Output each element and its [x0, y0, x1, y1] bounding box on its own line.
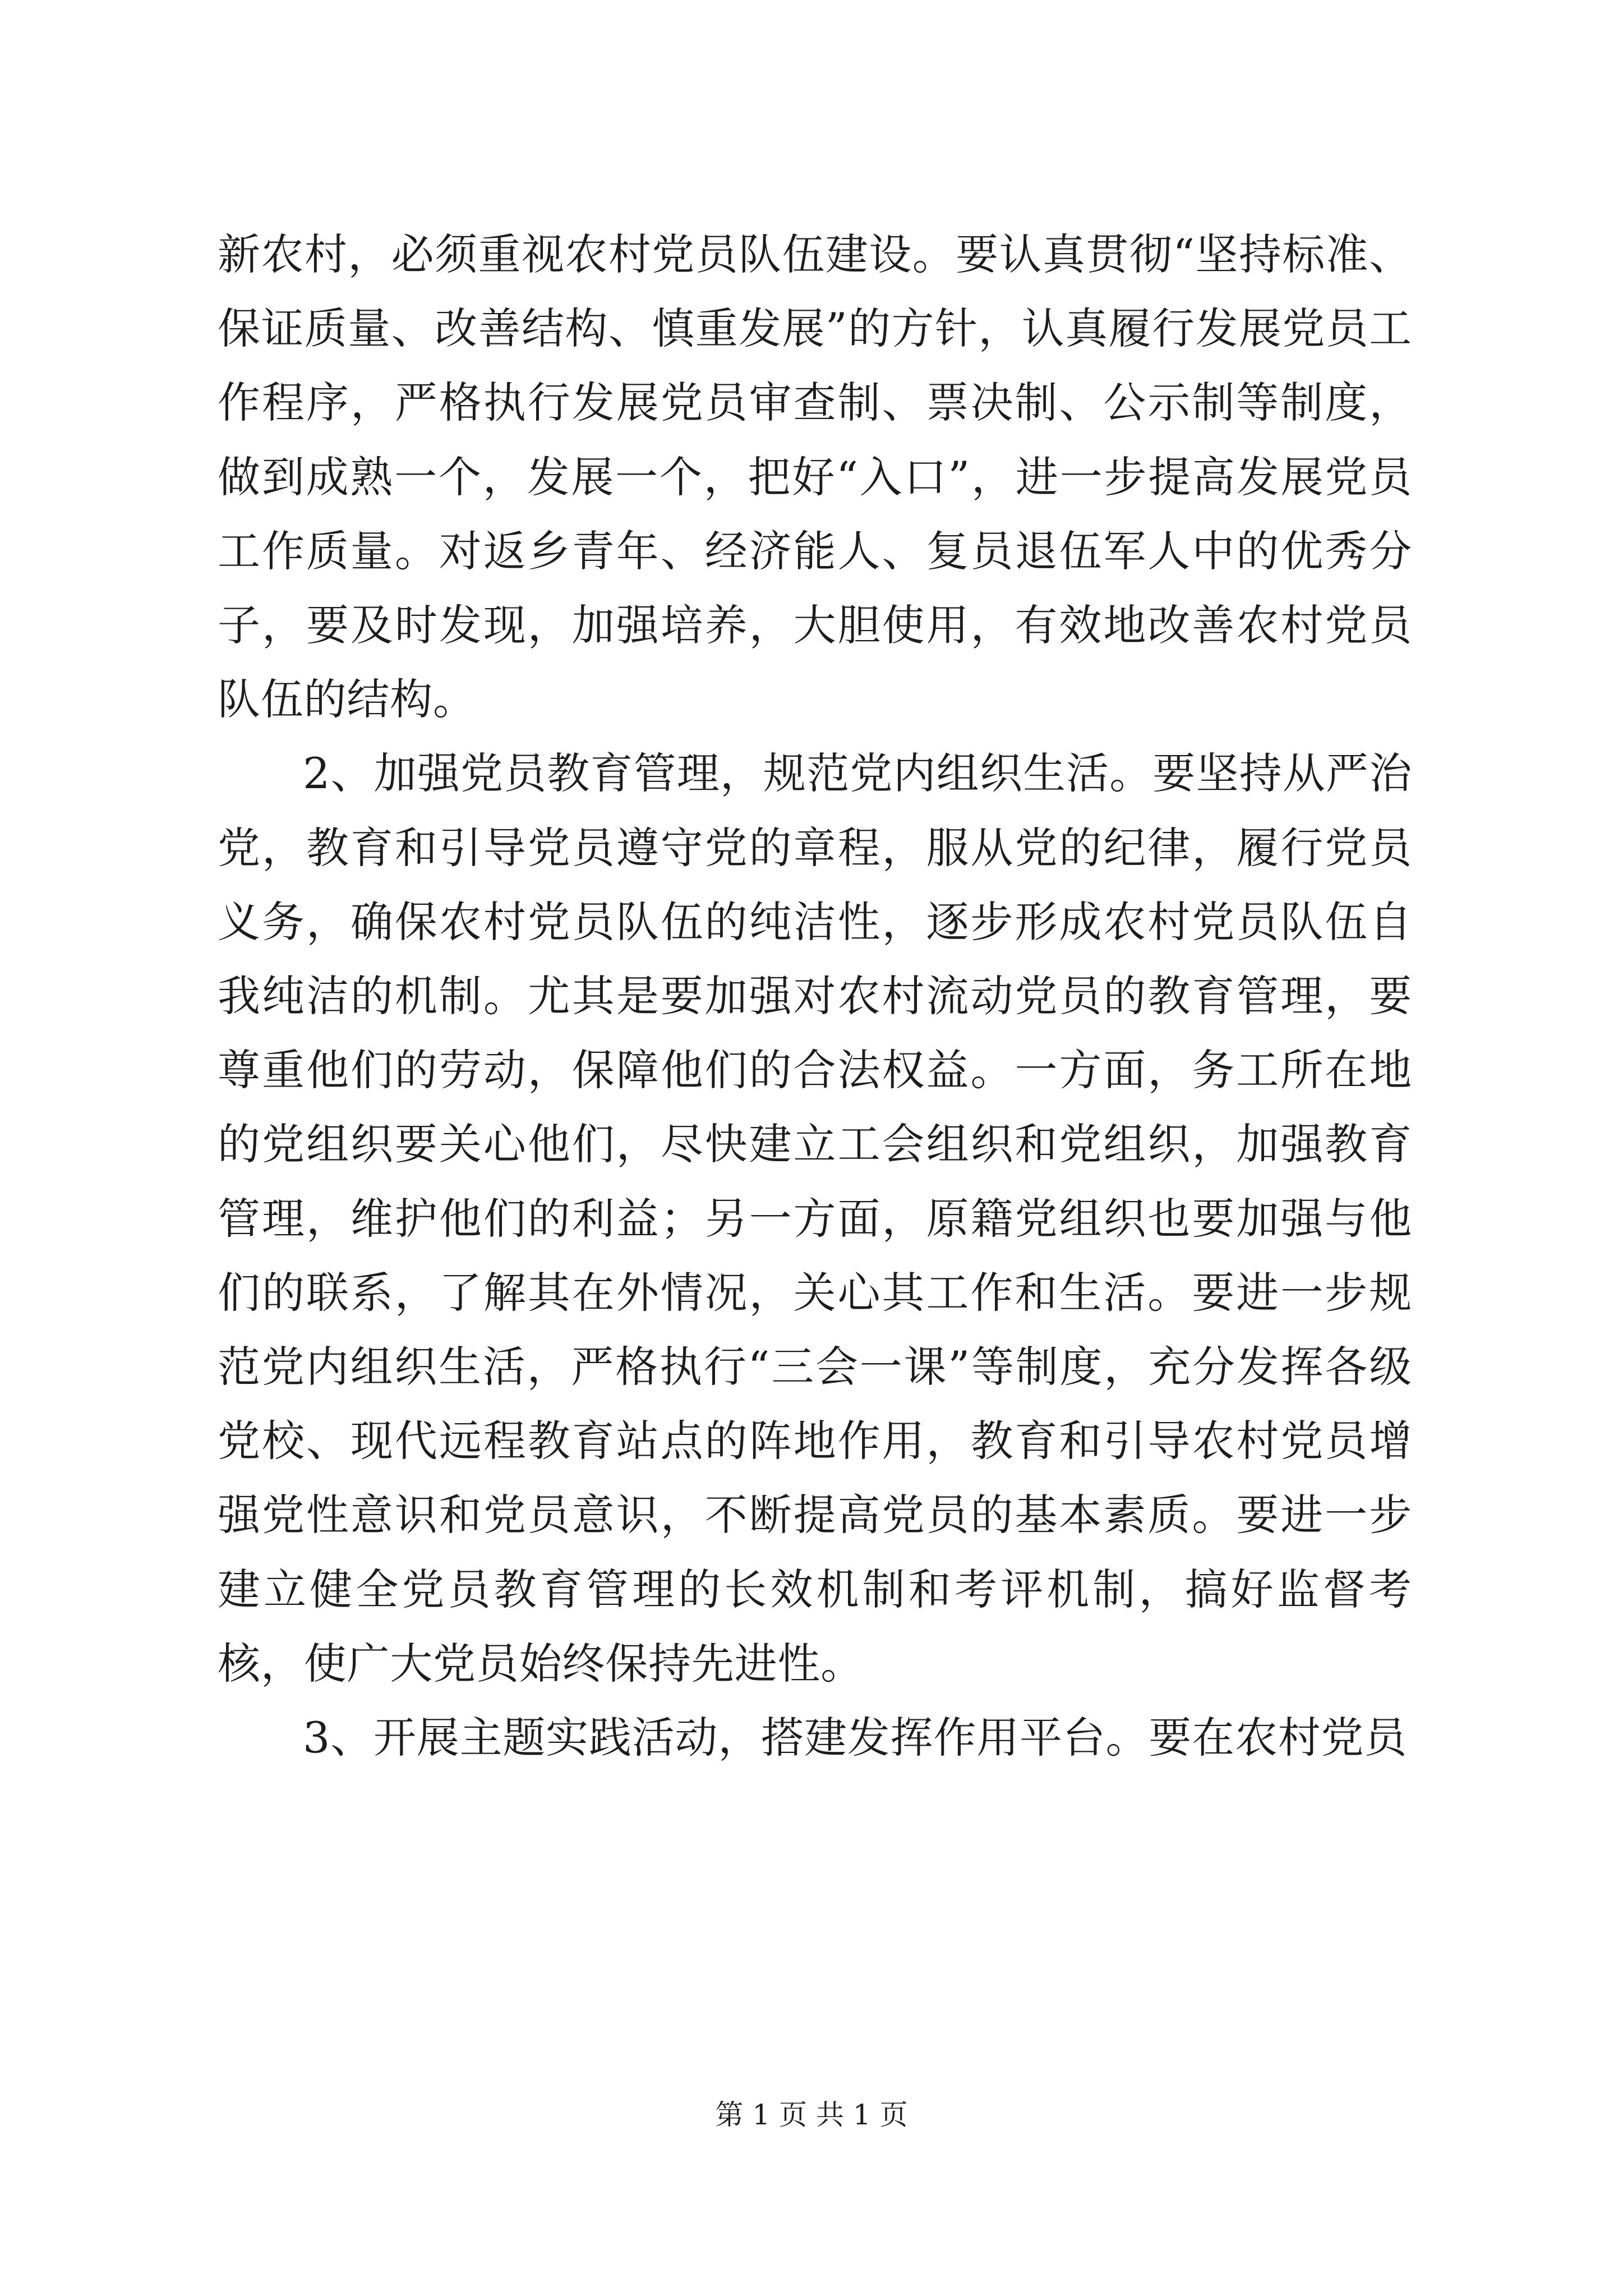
page-footer [0, 2097, 1623, 2133]
paragraph-2: 2、加强党员教育管理，规范党内组织生活。要坚持从严治党，教育和引导党员遵守党的章程，服从党的纪律，履行党员义务，确保农村党员队伍的纯洁性，逐步形成农村党员队伍自我纯洁的机制。尤其是要加强对农村流动党员的教育管理，要尊重他们的劳动，保障他们的合法权益。一方面，务工所在地的党组织要关心他们，尽快建立工会组织和党组织，加强教育管理，维护他们的利益；另一方面，原籍党组织也要加强与他们的联系，了解其在外情况，关心其工作和生活。要进一步规范党内组织生活，严格执行“三会一课”等制度，充分发挥各级党校、现代远程教育站点的阵地作用，教育和引导农村党员增强党性意识和党员意识，不断提高党员的基本素质。要进一步建立健全党员教育管理的长效机制和考评机制，搞好监督考核，使广大党员始终保持先进性。 [218, 748, 1412, 1688]
document-body [218, 218, 1412, 1775]
page-number-label: 第 1 页 共 1 页 [715, 2099, 908, 2131]
paragraph-continuation: 新农村，必须重视农村党员队伍建设。要认真贯彻“坚持标准、保证质量、改善结构、慎重发展”的方针，认真履行发展党员工作程序，严格执行发展党员审查制、票决制、公示制等制度，做到成熟一个，发展一个，把好“入口”，进一步提高发展党员工作质量。对返乡青年、经济能人、复员退伍军人中的优秀分子，要及时发现，加强培养，大胆使用，有效地改善农村党员队伍的结构。 [218, 229, 1412, 725]
paragraph-3: 3、开展主题实践活动，搭建发挥作用平台。要在农村党员 [303, 1713, 1408, 1763]
